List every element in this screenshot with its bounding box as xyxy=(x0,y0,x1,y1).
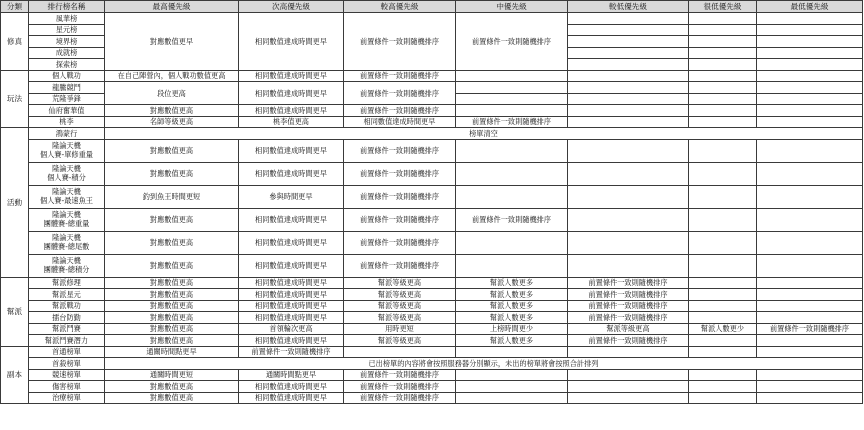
empty-cell xyxy=(757,335,863,347)
rule-cell: 相同數值達成時間更早 xyxy=(239,105,344,117)
empty-cell xyxy=(757,93,863,105)
rule-cell: 相同數值達成時間更早 xyxy=(239,139,344,162)
row-name xyxy=(29,185,105,208)
row-name xyxy=(29,208,105,231)
empty-cell xyxy=(456,346,568,358)
empty-cell xyxy=(689,59,757,71)
row-name: 幫派星元 xyxy=(29,289,105,301)
rule-cell: 前置條件一致則隨機排序 xyxy=(344,162,456,185)
category-xiuzhen: 修真 xyxy=(1,13,29,71)
rule-cell: 相同數值達成時間更早 xyxy=(239,381,344,393)
empty-cell xyxy=(568,254,689,277)
row-name: 競速榜單 xyxy=(29,369,105,381)
empty-cell xyxy=(689,335,757,347)
rule-cell: 前置條件一致則隨機排序 xyxy=(344,82,456,105)
rule-cell: 在自己陣營內，個人戰功數值更高 xyxy=(105,70,239,82)
empty-cell xyxy=(568,346,689,358)
rule-cell: 對應數值更高 xyxy=(105,231,239,254)
row-name: 風華榜 xyxy=(29,13,105,25)
row-name xyxy=(29,162,105,185)
row-name: 龍騰競鬥 xyxy=(29,82,105,94)
empty-cell xyxy=(757,312,863,324)
row-name-line1: 隆論天機 xyxy=(52,141,81,150)
category-huodong: 活動 xyxy=(1,128,29,278)
header-category: 分類 xyxy=(1,1,29,13)
empty-cell xyxy=(757,392,863,404)
header-row xyxy=(1,1,863,13)
row-name-line2: 團體賽-總積分 xyxy=(43,264,90,274)
row-name: 治療榜單 xyxy=(29,392,105,404)
empty-cell xyxy=(568,82,689,94)
rule-cell: 對應數值更高 xyxy=(105,208,239,231)
rule-cell: 用時更短 xyxy=(344,323,456,335)
empty-cell xyxy=(689,13,757,25)
rule-cell: 前置條件一致則隨機排序 xyxy=(344,231,456,254)
rule-cell: 上榜時間更少 xyxy=(456,323,568,335)
row-name: 首通榜單 xyxy=(29,346,105,358)
empty-cell xyxy=(689,36,757,48)
empty-cell xyxy=(689,312,757,324)
rule-cell: 相同數值達成時間更早 xyxy=(239,335,344,347)
table-row xyxy=(1,116,863,128)
empty-cell xyxy=(568,70,689,82)
rule-cell: 幫派等級更高 xyxy=(344,277,456,289)
empty-cell xyxy=(456,254,568,277)
row-name xyxy=(29,231,105,254)
table-row xyxy=(1,128,863,140)
row-name: 擂台防勤 xyxy=(29,312,105,324)
table-row xyxy=(1,289,863,301)
category-wanfa: 玩法 xyxy=(1,70,29,128)
empty-cell xyxy=(456,162,568,185)
empty-cell xyxy=(568,47,689,59)
rule-cell: 前置條件一致則隨機排序 xyxy=(344,254,456,277)
table-row xyxy=(1,105,863,117)
empty-cell xyxy=(689,47,757,59)
rule-cell: 前置條件一致則隨機排序 xyxy=(344,139,456,162)
row-name: 探索榜 xyxy=(29,59,105,71)
rule-cell: 已出榜單的內容將會按照服務器分別顯示，未出的榜單將會按照合計排列 xyxy=(105,358,863,370)
empty-cell xyxy=(689,277,757,289)
header-p1: 最高優先級 xyxy=(105,1,239,13)
rule-cell: 相同數值達成時間更早 xyxy=(239,162,344,185)
rule-cell: 幫派人數更多 xyxy=(456,335,568,347)
empty-cell xyxy=(568,369,689,381)
table-row xyxy=(1,358,863,370)
row-name: 幫派修理 xyxy=(29,277,105,289)
rule-cell: 相同數值達成時間更早 xyxy=(239,208,344,231)
row-name: 成就榜 xyxy=(29,47,105,59)
rule-cell: 對應數值更高 xyxy=(105,139,239,162)
empty-cell xyxy=(568,13,689,25)
rule-cell: 前置條件一致則隨機排序 xyxy=(344,381,456,393)
header-p6: 很低優先級 xyxy=(689,1,757,13)
empty-cell xyxy=(689,70,757,82)
table-row xyxy=(1,208,863,231)
rule-cell: 幫派人數更多 xyxy=(456,277,568,289)
rule-cell: 相同數值達成時間更早 xyxy=(239,82,344,105)
row-name: 鴻蒙行 xyxy=(29,128,105,140)
rule-cell: 幫派等級更高 xyxy=(568,323,689,335)
table-row xyxy=(1,346,863,358)
empty-cell xyxy=(456,231,568,254)
empty-cell xyxy=(689,116,757,128)
rule-cell: 前置條件一致則隨機排序 xyxy=(456,208,568,231)
header-p3: 較高優先級 xyxy=(344,1,456,13)
rule-cell: 相同數值達成時間更早 xyxy=(239,70,344,82)
row-name-line2: 個人賽-最速魚王 xyxy=(40,195,93,205)
rule-cell: 相同數值達成時間更早 xyxy=(239,300,344,312)
empty-cell xyxy=(689,105,757,117)
empty-cell xyxy=(757,47,863,59)
table-row xyxy=(1,82,863,94)
empty-cell xyxy=(689,208,757,231)
rule-cell: 對應數值更高 xyxy=(105,162,239,185)
empty-cell xyxy=(757,105,863,117)
empty-cell xyxy=(456,369,568,381)
header-p7: 最低優先級 xyxy=(757,1,863,13)
empty-cell xyxy=(689,231,757,254)
rule-cell: 對應數值更高 xyxy=(105,254,239,277)
table-row xyxy=(1,277,863,289)
rule-cell: 相同數值達成時間更早 xyxy=(239,312,344,324)
empty-cell xyxy=(568,116,689,128)
rule-cell: 前置條件一致則隨機排序 xyxy=(344,208,456,231)
rule-cell: 相同數值達成時間更早 xyxy=(239,231,344,254)
empty-cell xyxy=(757,254,863,277)
row-name: 仙府奮華值 xyxy=(29,105,105,117)
header-name: 排行榜名稱 xyxy=(29,1,105,13)
rule-cell: 釣到魚王時間更短 xyxy=(105,185,239,208)
rule-cell: 相同數值達成時間更早 xyxy=(239,13,344,71)
empty-cell xyxy=(568,105,689,117)
header-p5: 較低優先級 xyxy=(568,1,689,13)
empty-cell xyxy=(568,381,689,393)
row-name: 幫派鬥賽 xyxy=(29,323,105,335)
rule-cell: 前置條件一致則隨機排序 xyxy=(456,116,568,128)
rule-cell: 通關時間點更早 xyxy=(239,369,344,381)
empty-cell xyxy=(757,300,863,312)
row-name xyxy=(29,254,105,277)
rule-cell: 對應數值更高 xyxy=(105,300,239,312)
rule-cell: 相同數值達成時間更早 xyxy=(239,392,344,404)
row-name: 個人戰功 xyxy=(29,70,105,82)
row-name xyxy=(29,139,105,162)
rule-cell: 對應數值更高 xyxy=(105,312,239,324)
rule-cell: 對應數值更高 xyxy=(105,335,239,347)
row-name-line1: 隆論天機 xyxy=(52,233,81,242)
empty-cell xyxy=(689,300,757,312)
empty-cell xyxy=(568,93,689,105)
rule-cell: 幫派人數更多 xyxy=(456,289,568,301)
rule-cell: 前置條件一致則隨機排序 xyxy=(757,323,863,335)
empty-cell xyxy=(456,185,568,208)
rule-cell: 前置條件一致則隨機排序 xyxy=(568,277,689,289)
rule-cell: 對應數值更早 xyxy=(105,13,239,71)
table-row xyxy=(1,139,863,162)
empty-cell xyxy=(757,369,863,381)
empty-cell xyxy=(568,139,689,162)
empty-cell xyxy=(456,392,568,404)
row-name: 首殺榜單 xyxy=(29,358,105,370)
empty-cell xyxy=(568,185,689,208)
empty-cell xyxy=(757,13,863,25)
rule-cell: 前置條件一致則隨機排序 xyxy=(568,335,689,347)
row-name-line1: 隆論天機 xyxy=(52,164,81,173)
rule-cell: 桃李值更高 xyxy=(239,116,344,128)
header-p2: 次高優先級 xyxy=(239,1,344,13)
empty-cell xyxy=(689,369,757,381)
row-name-line2: 個人賽-單修重量 xyxy=(40,149,93,159)
rule-cell: 前置條件一致則隨機排序 xyxy=(344,13,456,71)
row-name: 傷害榜單 xyxy=(29,381,105,393)
rule-cell: 幫派人數更多 xyxy=(456,300,568,312)
empty-cell xyxy=(689,82,757,94)
empty-cell xyxy=(456,70,568,82)
empty-cell xyxy=(757,289,863,301)
rule-cell: 對應數值更高 xyxy=(105,105,239,117)
empty-cell xyxy=(757,162,863,185)
empty-cell xyxy=(757,82,863,94)
rule-cell: 相同數值達成時間更早 xyxy=(239,277,344,289)
empty-cell xyxy=(568,208,689,231)
rule-cell: 前置條件一致則隨機排序 xyxy=(456,13,568,71)
rule-cell: 對應數值更高 xyxy=(105,323,239,335)
rule-cell: 榜單清空 xyxy=(105,128,863,140)
row-name: 荒隆爭鋒 xyxy=(29,93,105,105)
rule-cell: 幫派等級更高 xyxy=(344,312,456,324)
rule-cell: 相同數值達成時間更早 xyxy=(239,254,344,277)
table-row xyxy=(1,162,863,185)
rule-cell: 對應數值更高 xyxy=(105,277,239,289)
table-row xyxy=(1,369,863,381)
table-row xyxy=(1,392,863,404)
row-name-line1: 隆論天機 xyxy=(52,187,81,196)
row-name: 幫派鬥賽潛力 xyxy=(29,335,105,347)
row-name: 星元榜 xyxy=(29,24,105,36)
empty-cell xyxy=(689,392,757,404)
rule-cell: 相同數值達成時間更早 xyxy=(344,116,456,128)
empty-cell xyxy=(689,24,757,36)
table-row xyxy=(1,312,863,324)
rule-cell: 名師等級更高 xyxy=(105,116,239,128)
empty-cell xyxy=(757,59,863,71)
empty-cell xyxy=(456,139,568,162)
rule-cell: 對應數值更高 xyxy=(105,289,239,301)
header-p4: 中優先級 xyxy=(456,1,568,13)
empty-cell xyxy=(689,93,757,105)
row-name-line1: 隆論天機 xyxy=(52,210,81,219)
row-name-line2: 團體賽-總重量 xyxy=(43,218,90,228)
table-row xyxy=(1,381,863,393)
empty-cell xyxy=(757,346,863,358)
rule-cell: 通關時間更短 xyxy=(105,369,239,381)
rule-cell: 前置條件一致則隨機排序 xyxy=(568,312,689,324)
table-row xyxy=(1,231,863,254)
empty-cell xyxy=(689,185,757,208)
empty-cell xyxy=(456,105,568,117)
category-bangpai: 幫派 xyxy=(1,277,29,346)
row-name: 境界榜 xyxy=(29,36,105,48)
rule-cell: 前置條件一致則隨機排序 xyxy=(344,70,456,82)
empty-cell xyxy=(757,116,863,128)
rule-cell: 相同數值達成時間更早 xyxy=(239,289,344,301)
empty-cell xyxy=(689,139,757,162)
rule-cell: 段位更高 xyxy=(105,82,239,105)
table-row xyxy=(1,185,863,208)
table-row xyxy=(1,254,863,277)
rule-cell: 幫派等級更高 xyxy=(344,335,456,347)
rule-cell: 前置條件一致則隨機排序 xyxy=(344,105,456,117)
rule-cell: 幫派等級更高 xyxy=(344,300,456,312)
rule-cell: 幫派人數更少 xyxy=(689,323,757,335)
category-fuben: 副本 xyxy=(1,346,29,404)
empty-cell xyxy=(757,70,863,82)
row-name-line2: 個人賽-積分 xyxy=(47,172,86,182)
rule-cell: 對應數值更高 xyxy=(105,381,239,393)
empty-cell xyxy=(689,254,757,277)
table-row xyxy=(1,70,863,82)
empty-cell xyxy=(456,381,568,393)
row-name-line2: 團體賽-總尾數 xyxy=(43,241,90,251)
table-row xyxy=(1,300,863,312)
rule-cell: 對應數值更高 xyxy=(105,392,239,404)
rule-cell: 通關時間點更早 xyxy=(105,346,239,358)
empty-cell xyxy=(456,82,568,94)
rule-cell: 參與時間更早 xyxy=(239,185,344,208)
table-row xyxy=(1,13,863,25)
empty-cell xyxy=(757,36,863,48)
row-name: 幫派戰功 xyxy=(29,300,105,312)
rule-cell: 幫派人數更多 xyxy=(456,312,568,324)
rule-cell: 前置條件一致則隨機排序 xyxy=(568,300,689,312)
empty-cell xyxy=(456,93,568,105)
rule-cell: 前置條件一致則隨機排序 xyxy=(344,392,456,404)
rule-cell: 前置條件一致則隨機排序 xyxy=(344,185,456,208)
empty-cell xyxy=(689,381,757,393)
empty-cell xyxy=(757,277,863,289)
empty-cell xyxy=(568,36,689,48)
rule-cell: 前置條件一致則隨機排序 xyxy=(344,369,456,381)
empty-cell xyxy=(757,185,863,208)
empty-cell xyxy=(757,208,863,231)
row-name-line1: 隆論天機 xyxy=(52,256,81,265)
rule-cell: 前置條件一致則隨機排序 xyxy=(239,346,344,358)
empty-cell xyxy=(689,346,757,358)
empty-cell xyxy=(757,381,863,393)
empty-cell xyxy=(689,289,757,301)
table-row xyxy=(1,335,863,347)
empty-cell xyxy=(689,162,757,185)
empty-cell xyxy=(344,346,456,358)
empty-cell xyxy=(757,24,863,36)
rule-cell: 前置條件一致則隨機排序 xyxy=(568,289,689,301)
empty-cell xyxy=(757,139,863,162)
rule-cell: 首領輪次更高 xyxy=(239,323,344,335)
empty-cell xyxy=(568,24,689,36)
empty-cell xyxy=(568,392,689,404)
rule-cell: 幫派等級更高 xyxy=(344,289,456,301)
empty-cell xyxy=(568,59,689,71)
empty-cell xyxy=(757,231,863,254)
empty-cell xyxy=(568,162,689,185)
row-name: 桃李 xyxy=(29,116,105,128)
empty-cell xyxy=(568,231,689,254)
table-row xyxy=(1,323,863,335)
